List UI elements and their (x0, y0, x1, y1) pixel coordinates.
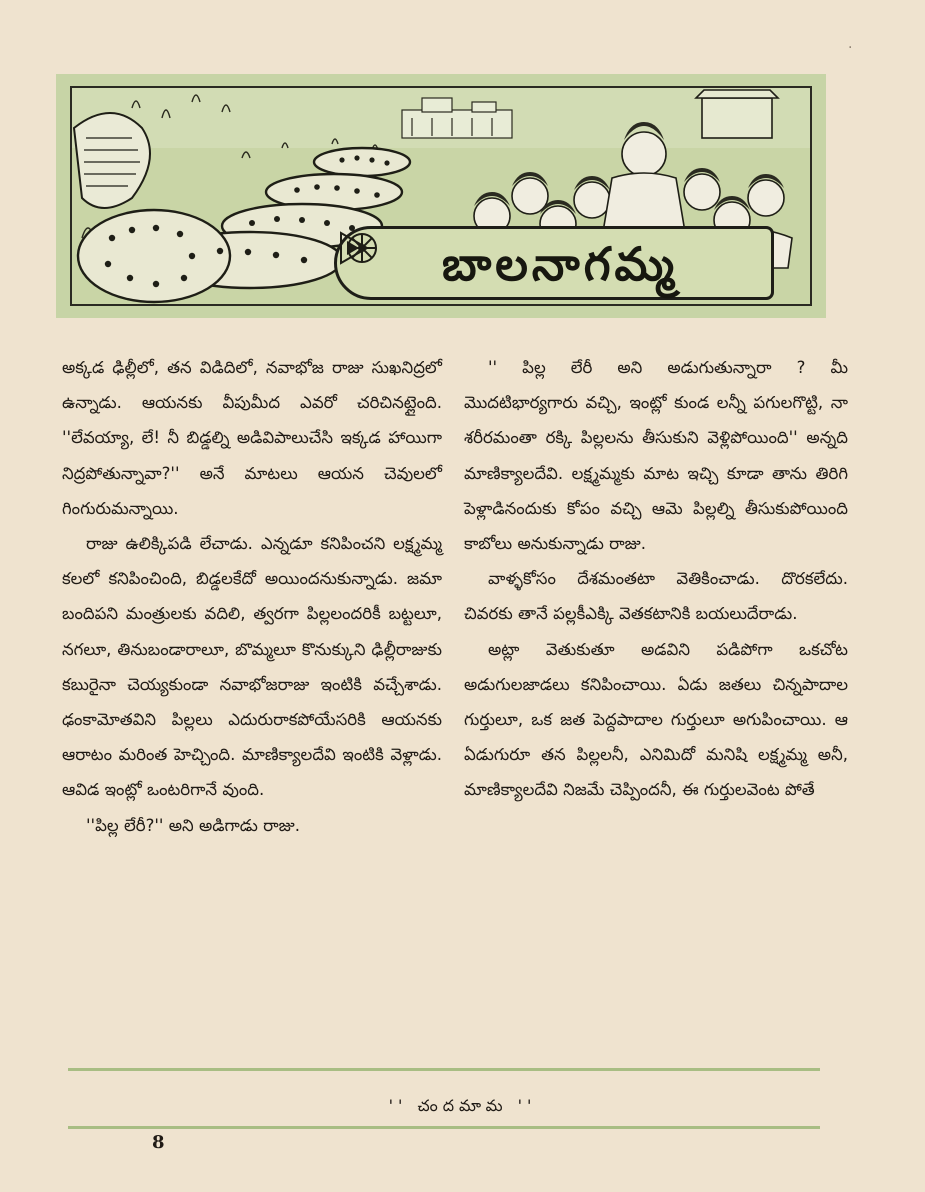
flower-ornament-icon (337, 229, 371, 267)
footer-rule-top (68, 1068, 820, 1071)
paragraph: వాళ్ళకోసం దేశమంతటా వెతికించాడు. దొరకలేదు. చివరకు తానే పల్లకీఎక్కి వెతకటానికి బయలుదేరాడు. (464, 569, 848, 624)
paragraph: రాజు ఉలిక్కిపడి లేచాడు. ఎన్నడూ కనిపించని లక్ష్మమ్మ కలలో కనిపించింది, బిడ్డలకేదో అయిందనుకున్నాడు. జమా బందిపని మంత్రులకు వదిలి, త్వరగా పిల్లలందరికీ బట్టలూ, నగలూ, తినుబండారాలూ, బొమ్మలూ కొనుక్కుని ఢిల్లీరాజుకు కబురైనా చెయ్యకుండా నవాభోజరాజు ఇంటికి వచ్చేశాడు. ఢంకామోతవిని పిల్లలు ఎదురురాకపోయేసరికి ఆయనకు ఆరాటం మరింత హెచ్చింది. మాణిక్యాలదేవి ఇంటికి వెళ్లాడు. ఆవిడ ఇంట్లో ఒంటరిగానే వుంది. (62, 534, 442, 800)
footer-rule-bottom (68, 1126, 820, 1129)
magazine-name: '' చందమామ '' (388, 1096, 537, 1115)
paragraph: '' పిల్ల లేరీ అని అడుగుతున్నారా ? మీ మొదటిభార్యగారు వచ్చి, ఇంట్లో కుండ లన్నీ పగులగొట్టి, నా శరీరమంతా రక్కి పిల్లలను తీసుకుని వెళ్లిపోయింది'' అన్నది మాణిక్యాలదేవి. లక్ష్మమ్మకు మాట ఇచ్చి కూడా తాను తిరిగి పెళ్లాడినందుకు కోపం వచ్చి ఆమె పిల్లల్ని తీసుకుపోయింది కాబోలు అనుకున్నాడు రాజు. (464, 358, 848, 554)
story-header-illustration (56, 74, 826, 318)
illustration-frame (70, 86, 812, 306)
paragraph: అట్లా వెతుకుతూ అడవిని పడిపోగా ఒకచోట అడుగులజాడలు కనిపించాయి. ఏడు జతలు చిన్నపాదాల గుర్తులూ, ఒక జత పెద్దపాదాల గుర్తులూ అగుపించాయి. ఆ ఏడుగురూ తన పిల్లలనీ, ఎనిమిదో మనిషి లక్ష్మమ్మ అనీ, మాణిక్యాలదేవి నిజమే చెప్పిందనీ, ఈ గుర్తులవెంట పోతే (464, 639, 848, 800)
text-column-right (464, 350, 848, 808)
paragraph: అక్కడ ఢిల్లీలో, తన విడిదిలో, నవాభోజ రాజు సుఖనిద్రలో ఉన్నాడు. ఆయనకు వీపుమీద ఎవరో చరిచినట్లైంది. ''లేవయ్యా, లే! నీ బిడ్డల్ని అడివిపాలుచేసి ఇక్కడ హాయిగా నిద్రపోతున్నావా?'' అనే మాటలు ఆయన చెవులలో గింగురుమన్నాయి. (62, 358, 442, 518)
title-plate (334, 226, 774, 300)
story-title: బాలనాగమ్మ (441, 237, 679, 291)
corner-mark: · (848, 40, 853, 56)
page-number: 8 (152, 1132, 165, 1153)
text-column-left (62, 350, 442, 843)
paragraph: ''పిల్ల లేరీ?'' అని అడిగాడు రాజు. (86, 815, 300, 835)
